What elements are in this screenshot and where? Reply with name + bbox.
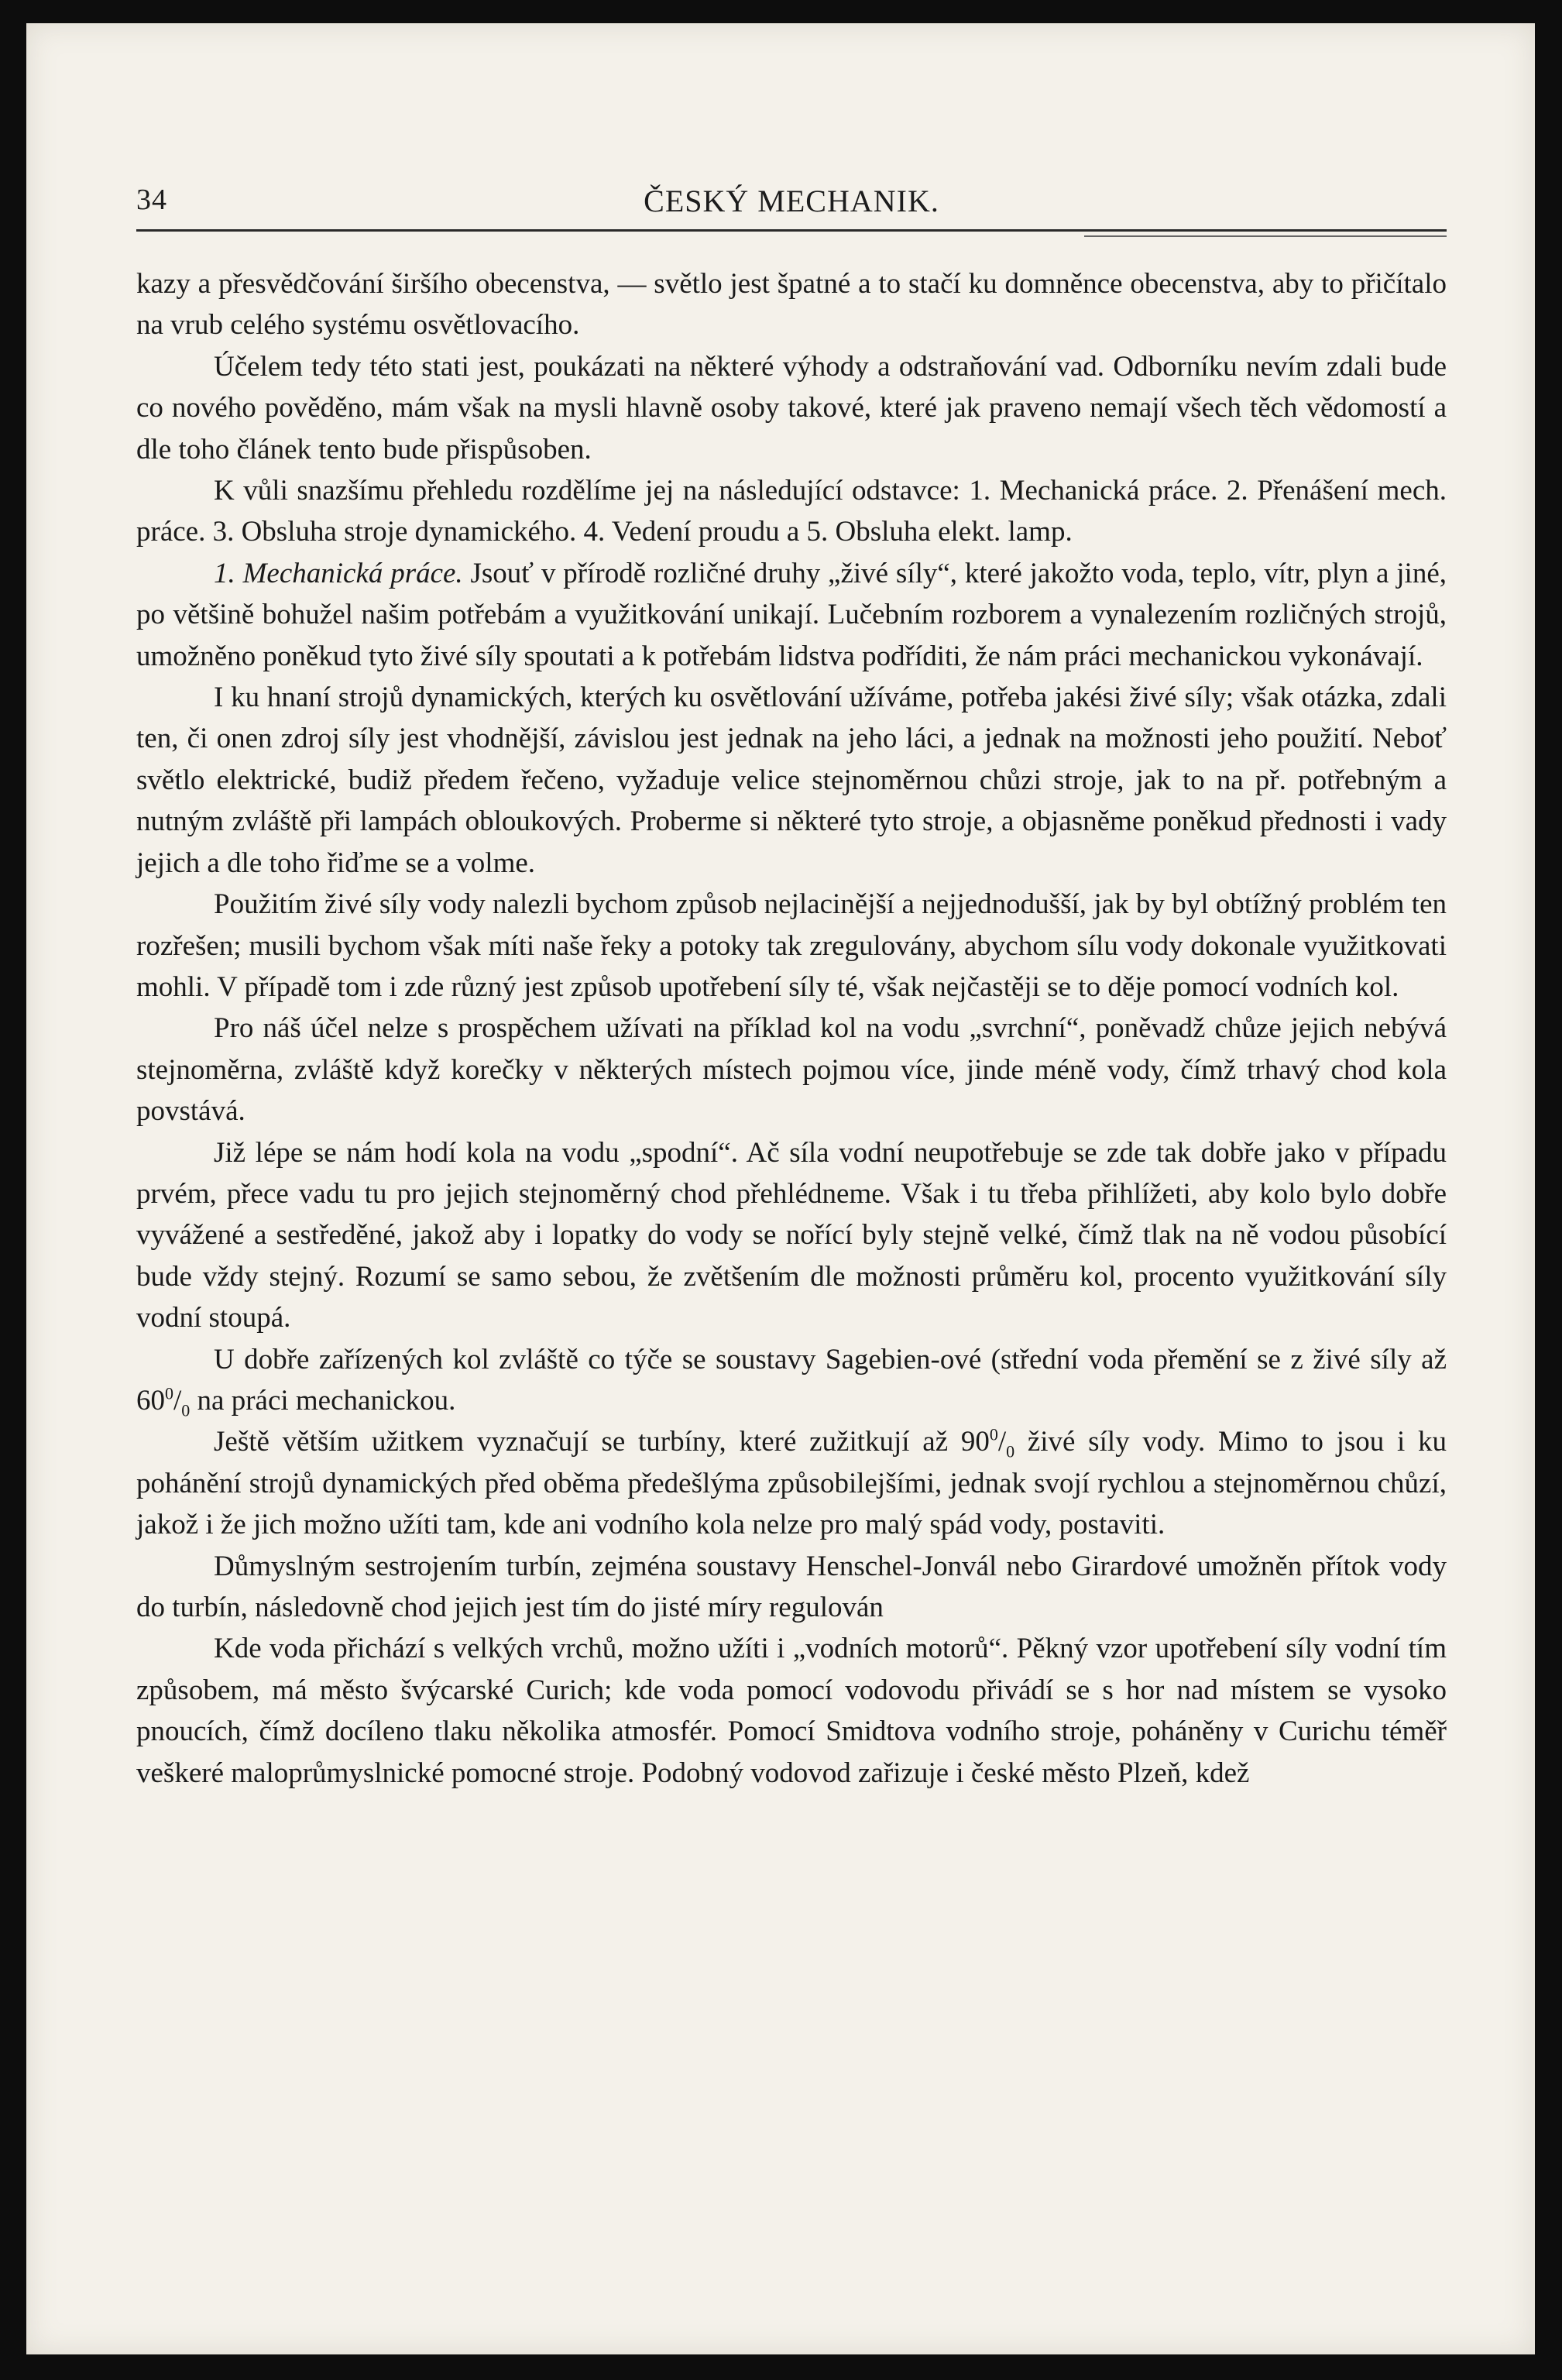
- paragraph: K vůli snazšímu přehledu rozdělíme jej na následující odstavce: 1. Mechanická práce. 2. Přenášení mech. práce. 3. Obsluha stroje dynamického. 4. Vedení proudu a 5. Obsluha elekt. lamp.: [136, 475, 1447, 548]
- paragraph: Účelem tedy této stati jest, poukázati na některé výhody a odstraňování vad. Odborníku nevím zdali bude co nového pověděno, mám však na mysli hlavně osoby takové, které jak praveno nemají všech těch vědomostí a dle toho článek tento bude přispůsoben.: [136, 350, 1447, 465]
- percent-sign-bottom: 0: [1006, 1441, 1015, 1461]
- paragraph: Již lépe se nám hodí kola na vodu „spodní“. Ač síla vodní neupotřebuje se zde tak dobře jako v případu prvém, přece vadu tu pro jejich stejnoměrný chod přehlédneme. Však i tu třeba přihlížeti, aby kolo bylo dobře vyvážené a sestředěné, jakož aby i lopatky do vody se nořící byly stejně velké, čímž tlak na ně vodou působící bude vždy stejný. Rozumí se samo sebou, že zvětšením dle možnosti průměru kol, procento využitkování síly vodní stoupá.: [136, 1136, 1447, 1334]
- page-number: 34: [136, 184, 167, 216]
- paragraph-percent: Ještě větším užitkem vyznačují se turbíny, které zužitkují až $90^0/_0$ živé síly vody. Mimo to jsou i ku pohánění strojů dynamických před oběma předešlýma způsobilejšími, jednak svojí rychlou a stejnoměrnou chůzí, jakož i že jich možno užíti tam, kde ani vodního kola nelze pro malý spád vody, postaviti.: [136, 1425, 1447, 1541]
- paragraph: Kde voda přichází s velkých vrchů, možno užíti i „vodních motorů“. Pěkný vzor upotřebení síly vodní tím způsobem, má město švýcarské Curich; kde voda pomocí vodovodu přivádí se s hor nad místem se vysoko pnoucích, čímž docíleno tlaku několika atmosfér. Pomocí Smidtova vodního stroje, poháněny v Curichu téměř veškeré maloprůmyslnické pomocné stroje. Podobný vodovod zařizuje i české město Plzeň, kdež: [136, 1633, 1447, 1789]
- percent-sign-top: 0: [165, 1383, 173, 1403]
- paragraph-text: živé síly vody. Mimo to jsou i ku pohánění strojů dynamických před oběma předešlýma způsobilejšími, jednak svojí rychlou a stejnoměrnou chůzí, jakož i že jich možno užíti tam, kde ani vodního kola nelze pro malý spád vody, postaviti.: [136, 1426, 1447, 1541]
- section-heading: 1. Mechanická práce.: [214, 557, 463, 589]
- paragraph: Pro náš účel nelze s prospěchem užívati na příklad kol na vodu „svrchní“, poněvadž chůze jejich nebývá stejnoměrna, zvláště když korečky v některých místech pojmou více, jinde méně vody, čímž trhavý chod kola povstává.: [136, 1012, 1447, 1128]
- paragraph: Důmyslným sestrojením turbín, zejména soustavy Henschel-Jonvál nebo Girardové umožněn přítok vody do turbín, následovně chod jejich jest tím do jisté míry regulován: [136, 1550, 1447, 1623]
- header-rule-secondary: [1084, 235, 1447, 237]
- paragraph-text: Jsouť v přírodě rozličné druhy „živé síly“, které jakožto voda, teplo, vítr, plyn a jiné, po většině bohužel našim potřebám a využitkování unikají. Lučebním rozborem a vynalezením rozličných strojů, umožněno poněkud tyto živé síly spoutati a k potřebám lidstva podříditi, že nám práci mechanickou vykonávají.: [136, 557, 1447, 672]
- body-text: [136, 263, 1447, 1794]
- paragraph: Použitím živé síly vody nalezli bychom způsob nejlacinější a nejjednodušší, jak by byl obtížný problém ten rozřešen; musili bychom však míti naše řeky a potoky tak zregulovány, abychom sílu vody dokonale využitkovati mohli. V případě tom i zde různý jest způsob upotřebení síly té, však nejčastěji se to děje pomocí vodních kol.: [136, 888, 1447, 1003]
- paragraph-percent: U dobře zařízených kol zvláště co týče se soustavy Sagebien-ové (střední voda přemění se z živé síly až $60^0/_0$ na práci mechanickou.: [136, 1343, 1447, 1420]
- paragraph-section: [136, 553, 1447, 677]
- paragraph: kazy a přesvědčování širšího obecenstva, — světlo jest špatné a to stačí ku domněnce obecenstva, aby to přičítalo na vrub celého systému osvětlovacího.: [136, 268, 1447, 342]
- percent-sign-top: 0: [989, 1425, 998, 1445]
- paragraph-text: na práci mechanickou.: [190, 1384, 456, 1417]
- paragraph-text: U dobře zařízených kol zvláště co týče se soustavy Sagebien-ové (střední voda přemění se z živé síly až 60: [136, 1343, 1447, 1417]
- percent-sign-bottom: 0: [181, 1400, 191, 1420]
- header-rule: [136, 229, 1447, 232]
- running-title: ČESKÝ MECHANIK.: [644, 184, 939, 218]
- paragraph-text: Ještě větším užitkem vyznačují se turbíny, které zužitkují až 90: [214, 1426, 990, 1458]
- page-header: [136, 180, 1447, 223]
- paragraph: I ku hnaní strojů dynamických, kterých ku osvětlování užíváme, potřeba jakési živé síly; však otázka, zdali ten, či onen zdroj síly jest vhodnější, závislou jest jednak na jeho láci, a jednak na možnosti jeho použití. Neboť světlo elektrické, budiž předem řečeno, vyžaduje velice stejnoměrnou chůzi stroje, jak to na př. potřebným a nutným zvláště při lampách obloukových. Proberme si některé tyto stroje, a objasněme poněkud přednosti i vady jejich a dle toho řiďme se a volme.: [136, 682, 1447, 879]
